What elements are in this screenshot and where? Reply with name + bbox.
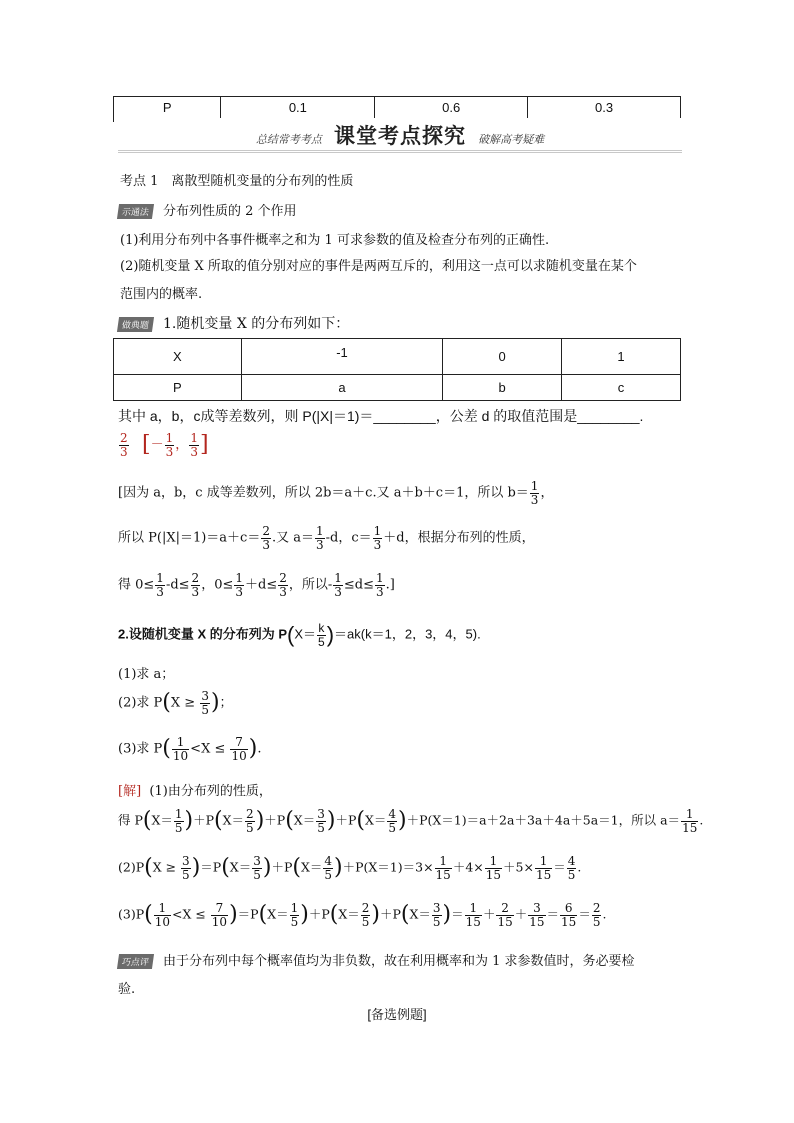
banner-left: 总结常考考点 [255, 133, 322, 146]
solution-step-2: (2)P(X ≥ $\frac{3}{5}$ )＝P(X＝ $\frac{3}{5}$ )＋P(X＝ $\frac{4}{5}$ )＋P(X＝1)＝3× $\frac{1}{15}$ ＋4× $\frac{1}{15}$ ＋5× $\frac{1}{15}$ ＝ $\frac{4}{5}$ . [118, 854, 582, 882]
comment-badge: 巧点评 [117, 954, 154, 969]
method-p2a: (2)随机变量 X 所取的值分别对应的事件是两两互斥的，利用这一点可以求随机变量在某个 [120, 259, 637, 274]
example1-question: 其中 a，b，c成等差数列，则 P(|X|＝1)＝________，公差 d 的取值范围是________. [118, 408, 644, 424]
table-row [114, 339, 681, 375]
table-row [114, 97, 681, 119]
table-cell: 1 [562, 339, 681, 375]
example-badge: 做典题 [117, 317, 154, 332]
solution-step-3: (3)P( $\frac{1}{10}$ <X ≤ $\frac{7}{10}$ )＝P(X＝ $\frac{1}{5}$ )＋P(X＝ $\frac{2}{5}$ )＋P(X＝ $\frac{3}{5}$ )＝ $\frac{1}{15}$ ＋ $\frac{2}{15}$ ＋ $\frac{3}{15}$ ＝ $\frac{6}{15}$ ＝ $\frac{2}{5}$ . [118, 901, 607, 929]
example2-part3: (3)求 P( $\frac{1}{10}$ <X ≤ $\frac{7}{10}$ ). [118, 735, 262, 763]
solution-label: [解] [118, 784, 142, 799]
section-title: 考点 1 离散型随机变量的分布列的性质 [120, 174, 354, 189]
table-row [114, 375, 681, 401]
method-p1: (1)利用分布列中各事件概率之和为 1 可求参数的值及检查分布列的正确性. [120, 233, 550, 248]
example1-title: 1.随机变量 X 的分布列如下： [163, 316, 350, 332]
banner-title: 课堂考点探究 [334, 124, 466, 148]
example2-part2: (2)求 P(X ≥ $\frac{3}{5}$ )； [118, 689, 233, 717]
distribution-table [113, 338, 681, 401]
table-cell: -1 [241, 339, 442, 375]
backup-examples-heading: [备选例题] [367, 1007, 427, 1022]
section-banner [118, 120, 682, 153]
table-cell: 0.1 [221, 97, 375, 119]
table-cell: c [562, 375, 681, 401]
method-header [118, 200, 297, 219]
method-title: 分布列性质的 2 个作用 [163, 204, 297, 219]
solution-line-2: 所以 P(|X|＝1)＝a＋c＝ $\frac{2}{3}$ .又 a＝ $\frac{1}{3}$ -d，c＝ $\frac{1}{3}$ ＋d，根据分布列的性质， [118, 524, 535, 552]
solution-intro: [解] (1)由分布列的性质， [118, 784, 272, 799]
table-cell: b [443, 375, 562, 401]
solution-line-1: [因为 a，b，c 成等差数列，所以 2b＝a＋c.又 a＋b＋c＝1，所以 b＝ $\frac{1}{3}$ ， [118, 479, 554, 507]
table-cell: a [241, 375, 442, 401]
example1-header [118, 313, 349, 333]
example2-question: 2.设随机变量 X 的分布列为 P(X＝ $\frac{k}{5}$ )＝ak(k＝1，2，3，4，5). [118, 621, 481, 649]
example2-part1: (1)求 a； [118, 667, 175, 682]
solution-step-1: 得 P(X＝ $\frac{1}{5}$ )＋P(X＝ $\frac{2}{5}$ )＋P(X＝ $\frac{3}{5}$ )＋P(X＝ $\frac{4}{5}$ )＋P(X＝1)＝a＋2a＋3a＋4a＋5a＝1，所以 a＝ $\frac{1}{15}$ . [118, 807, 704, 835]
table-cell: 0.3 [528, 97, 681, 119]
comment-line-1: 巧点评 由于分布列中每个概率值均为非负数，故在利用概率和为 1 求参数值时，务必要检 [118, 950, 635, 969]
method-badge: 示通法 [117, 204, 154, 219]
table-cell: 0.6 [375, 97, 528, 119]
top-table [113, 96, 681, 118]
solution-line-3: 得 0≤ $\frac{1}{3}$ -d≤ $\frac{2}{3}$ ，0≤ $\frac{1}{3}$ ＋d≤ $\frac{2}{3}$ ，所以- $\frac{1}{3}$ ≤d≤ $\frac{1}{3}$ .] [118, 571, 395, 599]
table-cell: P [114, 97, 221, 119]
table-cell: 0 [443, 339, 562, 375]
comment-line-2: 验. [118, 982, 136, 997]
table-cell: X [114, 339, 242, 375]
banner-right: 破解高考疑难 [478, 133, 545, 146]
method-p2b: 范围内的概率. [120, 287, 203, 302]
example1-answer: $\frac{2}{3}$ [－ $\frac{1}{3}$ ， $\frac{1}{3}$ ] [120, 431, 209, 459]
table-cell: P [114, 375, 242, 401]
